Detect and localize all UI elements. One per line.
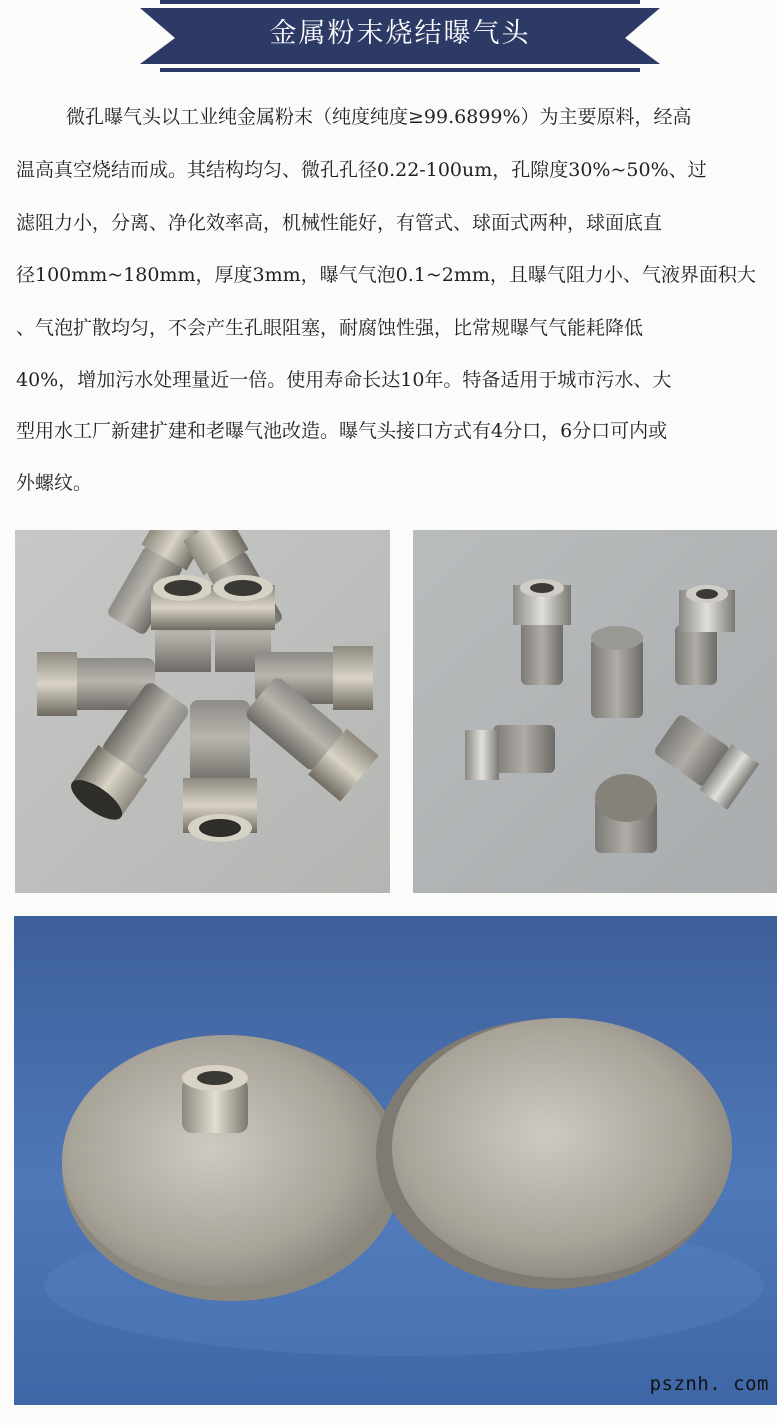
intro-paragraph [0, 88, 777, 508]
intro-line: 40%，增加污水处理量近一倍。使用寿命长达10年。特备适用于城市污水、大 [16, 369, 672, 391]
intro-line: 微孔曝气头以工业纯金属粉末（纯度纯度≥99.6899%）为主要原料，经高 [66, 106, 692, 128]
intro-line: 型用水工厂新建扩建和老曝气池改造。曝气头接口方式有4分口，6分口可内或 [16, 420, 668, 442]
intro-line: 外螺纹。 [16, 472, 93, 494]
site-watermark: psznh. com [649, 1373, 769, 1395]
intro-line: 、气泡扩散均匀，不会产生孔眼阻塞，耐腐蚀性强，比常规曝气气能耗降低 [16, 317, 644, 339]
title-banner [140, 0, 660, 76]
intro-line: 温高真空烧结而成。其结构均匀、微孔孔径0.22-100um，孔隙度30%~50%、过 [16, 159, 707, 181]
photo-assorted-sintered-filters [413, 530, 777, 893]
intro-line: 径100mm~180mm，厚度3mm，曝气气泡0.1~2mm，且曝气阻力小、气液界面积大 [16, 264, 756, 286]
page-title: 金属粉末烧结曝气头 [269, 18, 531, 49]
photo-disc-aerators [14, 916, 777, 1405]
photo-tubular-aerator-cluster [15, 530, 390, 893]
intro-line: 滤阻力小，分离、净化效率高，机械性能好，有管式、球面式两种，球面底直 [16, 212, 663, 234]
